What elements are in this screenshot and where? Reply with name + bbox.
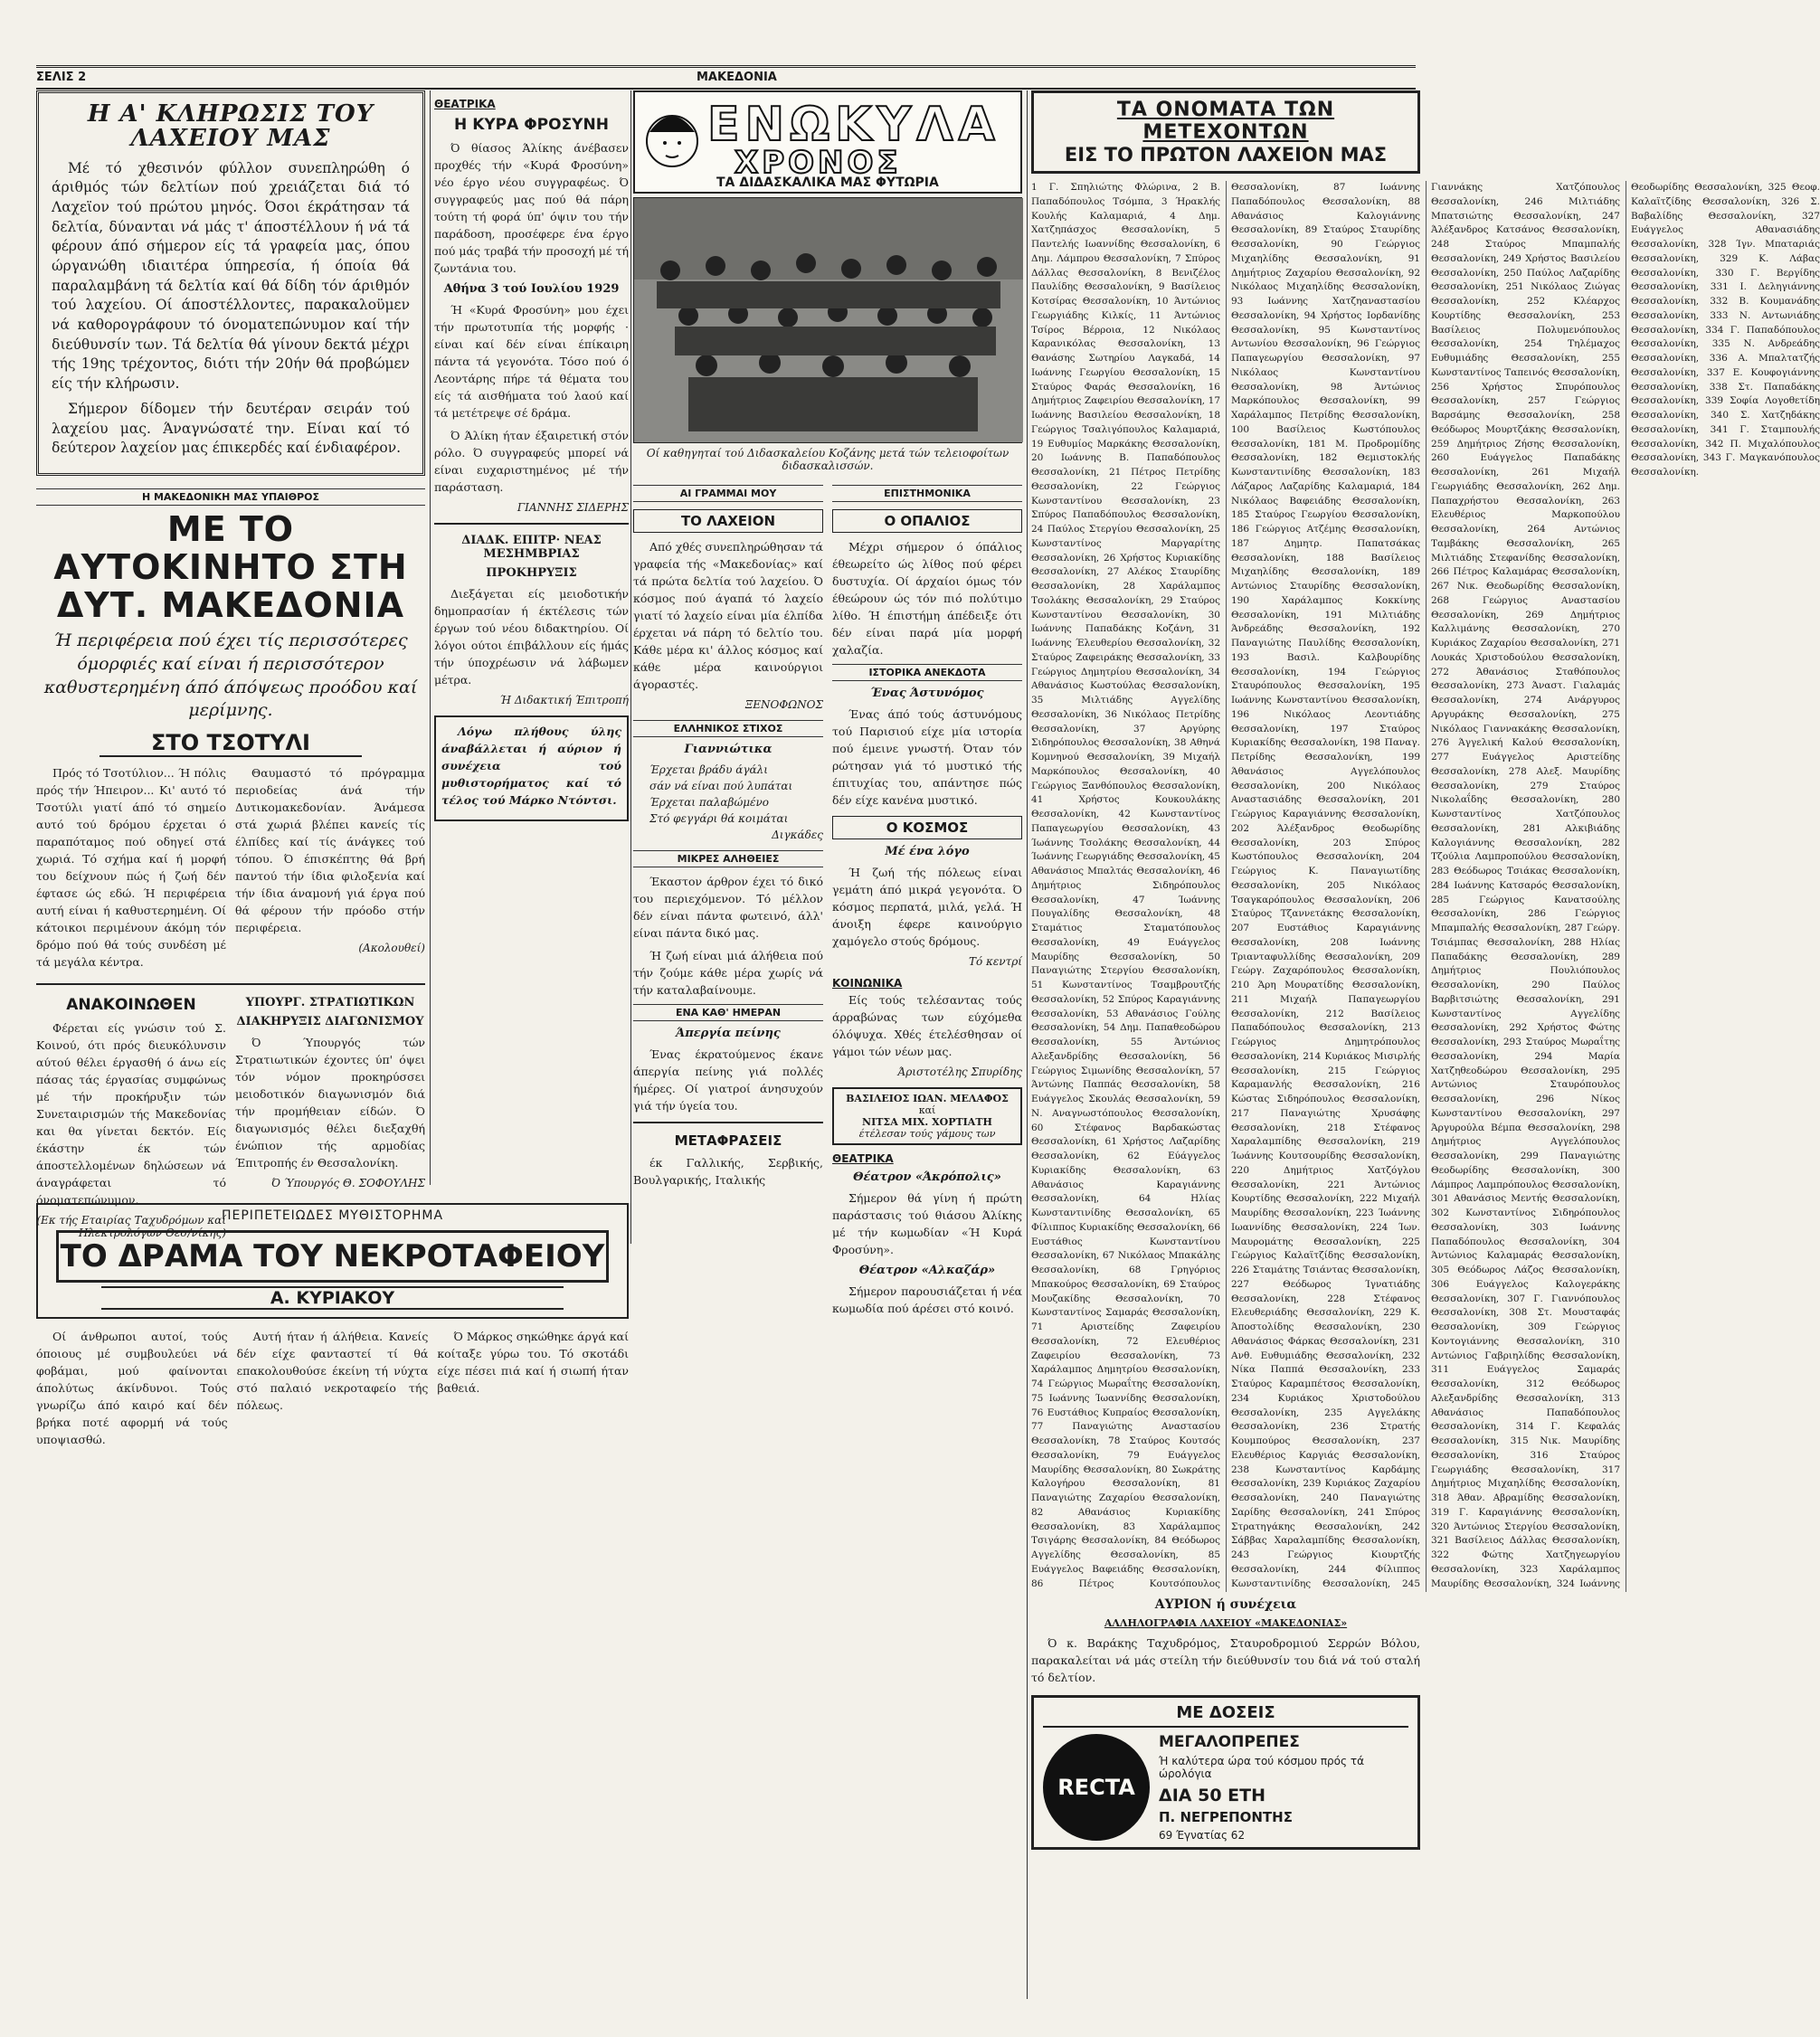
school-signature: Ή Διδακτική Έπιτροπή xyxy=(499,694,629,706)
military-subtitle: ΔΙΑΚΗΡΥΞΙΣ ΔΙΑΓΩΝΙΣΜΟΥ xyxy=(236,1014,424,1028)
teachers-photo xyxy=(633,197,1022,443)
translations-body: έκ Γαλλικής, Σερβικής, Βουλγαρικής, Ιταλικής xyxy=(633,1156,823,1187)
anecdotes-title: Ένας Άστυνόμος xyxy=(870,687,984,700)
ad-seller: Π. ΝΕΓΡΕΠΟΝΤΗΣ xyxy=(1159,1809,1293,1825)
theatre2-title: Θέατρον «Άκρόπολις» xyxy=(853,1170,1001,1184)
lottery-article-title: ΤΟ ΛΑΧΕΙΟΝ xyxy=(633,509,823,533)
ad-address: 69 Έγνατίας 62 xyxy=(1159,1829,1246,1842)
military-body: Ό Ύπουργός τών Στρατιωτικών έχοντες ύπ' όψει τόν νόμον προκηρύσσει μειοδοτικόν διαγωνισμόν διά τήν προμήθειαν είδών. Ό διαγωνισμός θέλει διεξαχθή ένώπιον τής αρμοδίας Έπιτροπής έν Θεσσαλονίκη. xyxy=(235,1035,425,1170)
lottery-paragraph: Μέ τό χθεσινόν φύλλον συνεπληρώθη ό άριθμός τών δελτίων πού χρειάζεται διά τό Λαχεϊον τού πρώτου μηνός. Όσοι έκράτησαν τά δελτία, δύνανται νά μάς τ' άποστέλλουν ή νά τά φέρουν άπό σήμερον είς τά γραφεία μας, όπου ώργανώθη ιδιαιτέρα ύπηρεσία, ή όποία θά παραλαμβάνη τά δελτία καί θά δίδη τόν άριθμόν τού λαχείου. Οί άποστέλλοντες, παρακαλοϋμεν νά καθορογράφουν τό όνοματεπώνυμον καί τήν διεύθυνσίν των. Τά δελτία θά γίνουν δεκτά μέχρι τής 19ης τρέχοντος, διότι τήν 20ήν θά προβώμεν είς τήν κλήρωσιν. xyxy=(52,159,410,393)
anecdotes-body: Ένας άπό τούς άστυνόμους τού Παρισιού είχε μία ιστορία πού έμεινε γνωστή. Όταν τόν ρώτησαν γιά τό μυστικό τής έπιτυχίας του, απάντησε πώς δέν είχε κανένα μυστικό. xyxy=(832,707,1022,807)
tsotyli-section: ΣΤΟ ΤΣΟΤΥΛΙ xyxy=(100,730,362,757)
col3-articles xyxy=(633,479,1022,1322)
serial-label: ΠΕΡΙΠΕΤΕΙΩΔΕΣ ΜΥΘΙΣΤΟΡΗΜΑ xyxy=(221,1208,444,1223)
poem-line: σάν νά είναι πού λυπάται xyxy=(649,780,793,792)
truths-kicker: ΜΙΚΡΕΣ ΑΛΗΘΕΙΕΣ xyxy=(633,850,823,867)
truths-body: Έκαστον άρθρον έχει τό δικό του περιεχόμενον. Τό μέλλον δέν είναι πάντα φωτεινό, άλλ' είναι πάντα δικό μας. xyxy=(633,875,823,940)
military-title: ΥΠΟΥΡΓ. ΣΤΡΑΤΙΩΤΙΚΩΝ xyxy=(245,995,415,1009)
lottery-notice xyxy=(36,90,425,476)
poetry-kicker: ΕΛΛΗΝΙΚΟΣ ΣΤΙΧΟΣ xyxy=(633,720,823,737)
anecdotes-kicker: ΙΣΤΟΡΙΚΑ ΑΝΕΚΔΟΤΑ xyxy=(832,664,1022,681)
school-subtitle: ΠΡΟΚΗΡΥΞΙΣ xyxy=(486,566,577,580)
macedonia-kicker: Η ΜΑΚΕΔΟΝΙΚΗ ΜΑΣ ΥΠΑΙΘΡΟΣ xyxy=(36,488,425,506)
names-title: ΤΑ ΟΝΟΜΑΤΑ ΤΩΝ ΜΕΤΕΧΟΝΤΩΝ xyxy=(1116,99,1335,144)
lottery-paragraph: Σήμερον δίδομεν τήν δευτέραν σειράν τού λαχείου μας. Άναγνώσατέ την. Είναι καί τό δεύτερον λαχείον μας έπικερδές καί ένδιαφέρον. xyxy=(52,400,410,457)
column-3 xyxy=(633,90,1022,1999)
space-notice: Λόγω πλήθους ύλης άναβάλλεται ή αύριον ή συνέχεια τού μυθιστορήματος καί τό τέλος τού Μάρκο Ντόντσι. xyxy=(441,725,621,807)
theatre2-kicker: ΘΕΑΤΡΙΚΑ xyxy=(832,1152,894,1165)
wedding-line: έτέλεσαν τούς γάμους των xyxy=(858,1128,996,1140)
wedding-line: ΝΙΤΣΑ ΜΙΧ. ΧΟΡΤΙΑΤΗ xyxy=(862,1116,992,1128)
world-kicker: Ο ΚΟΣΜΟΣ xyxy=(832,816,1022,839)
lottery-article-kicker: ΑΙ ΓΡΑΜΜΑΙ ΜΟΥ xyxy=(633,485,823,502)
serial-author: Α. ΚΥΡΙΑΚΟΥ xyxy=(101,1286,564,1310)
article-paragraph: Πρός τό Τσοτύλιον... Ή πόλις πρός τήν Ήπειρον... Κι' αυτό τό Τσοτύλι γιατί άπό τό σημείο αυτό τού δρόμου έρχεται ό παραπόταμος πού οδηγεί στά χωριά. Τό σχήμα καί ή μορφή του δείχνουν πώς ή ζωή δέν έφτασε ώς εδώ. Ή περιφέρεια αυτή είναι ή καθυστερημένη. Οί κάτοικοι περιμένουν άκόμη τόν δρόμο πού θά τούς συνδέση μέ τά μεγάλα κέντρα. xyxy=(36,765,226,969)
masthead xyxy=(36,65,1416,90)
wedding-line: ΒΑΣΙΛΕΙΟΣ ΙΩΑΝ. ΜΕΛΑΦΟΣ xyxy=(846,1093,1009,1104)
names-list xyxy=(1031,181,1820,1592)
theatre-dateline: Αθήνα 3 τού Ιουλίου 1929 xyxy=(443,282,620,296)
ad-price: ΔΙΑ 50 ΕΤΗ xyxy=(1159,1786,1265,1805)
poetry-signature: Διγκάδες xyxy=(772,829,823,841)
theatre2-body: Σήμερον παρουσιάζεται ή νέα κωμωδία πού άρέσει στό κοινό. xyxy=(832,1284,1022,1315)
starving-body: Ένας έκρατούμενος έκανε άπεργία πείνης γιά πολλές ήμέρες. Οί γιατροί άνησυχούν γιά τήν ύγεία του. xyxy=(633,1047,823,1113)
ad-line: Ή καλύτερα ώρα τού κόσμου πρός τά ώρολόγια xyxy=(1159,1755,1364,1780)
wedding-notice: ΒΑΣΙΛΕΙΟΣ ΙΩΑΝ. ΜΕΛΑΦΟΣ καί ΝΙΤΣΑ ΜΙΧ. ΧΟΡΤΙΑΤΗ έτέλεσαν τούς γάμους των xyxy=(832,1087,1022,1145)
logo-word-top: ΕΝΩΚΥΛΑ xyxy=(707,98,1000,152)
poem-line: Έρχεται βράδυ άγάλι xyxy=(649,763,768,776)
serial-text: Οί άνθρωποι αυτοί, τούς όποιους μέ συμβουλεύει νά φοβάμαι, μού φαίνονται άπολύτως άκίνδυνοι. Τούς γνωρίζω άπό καιρό καί δέν βρήκα ποτέ αφορμή νά τούς υποψιασθώ. xyxy=(36,1330,228,1446)
article-paragraph: Θαυμαστό τό πρόγραμμα περιοδείας άνά τήν Δυτικομακεδονίαν. Άνάμεσα στά χωριά βλέπει κανείς τίς έλπίδες καί τίς άνάγκες τού τόπου. Ό έπισκέπτης θά βρή παντού τήν ίδια φιλοξενία καί τήν ίδια άναμονή γιά έργα πού θά φέρουν τήν πρόοδο στήν περιφέρεια. xyxy=(235,765,425,934)
serial-novel xyxy=(36,1194,629,1999)
poetry-title: Γιαννιώτικα xyxy=(684,743,773,756)
woman-face-icon xyxy=(640,96,704,186)
announcement-body: Φέρεται είς γνώσιν τού Σ. Κοινού, ότι πρός διευκόλυνσιν αύτού θέλει έργασθή ό άνω είς πάσας τάς έργασίας συμφώνως μέ τήν προκήρυξιν τών Συνεταιρισμών τής Μακεδονίας και θα γίνεται δεκτόν. Είς έκάστην έκ τών άποστελλομένων δηλώσεων νά άναγράφεται τό όνοματεπώνυμον. xyxy=(36,1020,226,1207)
social-body: Είς τούς τελέσαντας τούς άρραβώνας των εύχόμεθα όλόψυχα. Χθές έτελέσθησαν οί γάμοι τών νέων μας. xyxy=(832,993,1022,1058)
serial-text: Αυτή ήταν ή άλήθεια. Κανείς δέν είχε φανταστεί τί θά επακολουθούσε έκείνη τή νύχτα στό παλαιό νεκροταφείο τής πόλεως. xyxy=(236,1330,429,1412)
names-subtitle: ΕΙΣ ΤΟ ΠΡΩΤΟΝ ΛΑΧΕΙΟΝ ΜΑΣ xyxy=(1064,144,1388,166)
science-title: Ο ΟΠΑΛΙΟΣ xyxy=(832,509,1022,533)
correspondence-title: ΑΛΛΗΛΟΓΡΑΦΙΑ ΛΑΧΕΙΟΥ «ΜΑΚΕΔΟΝΙΑΣ» xyxy=(1104,1617,1348,1629)
theatre-paragraph: Ό Άλίκη ήταν έξαιρετική στόν ρόλο. Ό συγγραφεύς μπορεί νά είναι ευχαριστημένος μέ τήν παράσταση. xyxy=(434,429,629,494)
theatre-title: Η ΚΥΡΑ ΦΡΟΣΥΝΗ xyxy=(454,116,609,134)
serial-text: Ό Μάρκος σηκώθηκε άργά καί κοίταξε γύρω του. Τό σκοτάδι είχε πέσει πιά καί ή σιωπή ήταν βαθειά. xyxy=(437,1330,630,1395)
serial-title: ΤΟ ΔΡΑΜΑ ΤΟΥ ΝΕΚΡΟΤΑΦΕΙΟΥ xyxy=(56,1230,609,1283)
announcement-title: ΑΝΑΚΟΙΝΩΘΕΝ xyxy=(66,995,196,1014)
military-signature: Ό Ύπουργός Θ. ΣΟΦΟΥΛΗΣ xyxy=(270,1176,425,1189)
watch-ad xyxy=(1031,1695,1420,1850)
lottery-article-body: Από χθές συνεπληρώθησαν τά γραφεία τής «Μακεδονίας» καί τά πρώτα δελτία τού λαχείου. Ό κόσμος πού άγαπά τό λαχείο γιατί τό λαχείο είναι μία έλπίδα έρχεται νά πάρη τό δελτίο του. Κάθε μέρα κι' άλλος κόσμος καί κάθε μέρα καινούργιοι άγοραστές. xyxy=(633,540,823,691)
truths-body: Ή ζωή είναι μιά άλήθεια πού τήν ζούμε κάθε μέρα χωρίς νά τήν καταλαβαίνουμε. xyxy=(633,949,823,997)
macedonia-subhead: Ή περιφέρεια πού έχει τίς περισσότερες όμορφιές καί είναι ή περισσότερον καθυστερημένη άπό άπόψεως προόδου καί μερίμνης. xyxy=(43,630,418,721)
theatre-paragraph: Ό θίασος Άλίκης άνέβασεν προχθές τήν «Κυρά Φροσύνη» νέο έργο νέου συγγραφέως. Ό συγγραφεύς μας πού θά πάρη τούτη τή φορά ύπ' όψιν του τήν παράδοση, προσέφερε ένα έργο πού μάς τραβά τήν προσοχή μέ τή ζωντάνια του. xyxy=(434,141,629,275)
school-body: Διεξάγεται είς μειοδοτικήν δημοπρασίαν ή έκτέλεσις τών έργων τού νέου διδακτηρίου. Οί λόγοι ούτοι έπιβάλλουν είς ήμάς τήν ύποχρέωσιν νά λάβωμεν μέτρα. xyxy=(434,587,629,687)
article-signature: (Ακολουθεί) xyxy=(358,941,425,954)
photo-caption: Οί καθηγηταί τού Διδασκαλείου Κοζάνης μετά τών τελειοφοίτων διδασκαλισσών. xyxy=(646,447,1010,472)
translations-title: ΜΕΤΑΦΡΑΣΕΙΣ xyxy=(674,1132,782,1149)
lottery-article-signature: ΞΕΝΟΦΩΝΟΣ xyxy=(744,698,823,711)
group-photo-image xyxy=(634,198,1023,442)
poem-line: Έρχεται παλαβώμένο xyxy=(649,796,770,809)
newspaper-name: ΜΑΚΕΔΟΝΙΑ xyxy=(697,71,777,84)
page-number: ΣΕΛΙΣ 2 xyxy=(36,71,87,84)
brand-logo: RECTA xyxy=(1043,1734,1150,1841)
starving-title: Άπεργία πείνης xyxy=(676,1027,781,1040)
column-2 xyxy=(434,90,629,1244)
school-title: ΔΙΑΔΚ. ΕΠΙΤΡ· ΝΕΑΣ ΜΕΣΗΜΒΡΙΑΣ xyxy=(461,534,602,561)
starving-kicker: ΕΝΑ ΚΑΘ' ΗΜΕΡΑΝ xyxy=(633,1004,823,1021)
world-signature: Τό κεντρί xyxy=(968,955,1022,968)
lottery-title: Η Α' ΚΛΗΡΩΣΙΣ ΤΟΥ ΛΑΧΕΙΟΥ ΜΑΣ xyxy=(87,100,374,153)
poem-line: Στό φεγγάρι θά κοιμάται xyxy=(649,812,789,825)
poem xyxy=(633,762,823,827)
teachers-logo xyxy=(633,90,1022,194)
correspondence-body: Ό κ. Βαράκης Ταχυδρόμος, Σταυροδρομιού Σερρών Βόλου, παρακαλείται νά μάς στείλη τήν διεύθυνσίν του διά νά τού σταλή τό δελτίον. xyxy=(1031,1636,1420,1684)
names-header xyxy=(1031,90,1420,174)
science-body: Μέχρι σήμερον ό όπάλιος έθεωρείτο ώς λίθος πού φέρει δυστυχία. Οί άρχαίοι όμως τόν έθεώρουν ώς τόν πιό πολύτιμο λίθο. Ή έπιστήμη άπέδειξε ότι δέν είναι παρά μία μορφή χαλαζία. xyxy=(832,540,1022,657)
macedonia-body xyxy=(36,764,425,976)
ad-title: ΜΕΓΑΛΟΠΡΕΠΕΣ xyxy=(1159,1733,1300,1751)
logo-word-bottom: ΧΡΟΝΟΣ xyxy=(735,145,902,181)
teachers-subtitle: ΤΑ ΔΙΔΑΣΚΑΛΙΚΑ ΜΑΣ ΦΥΤΩΡΙΑ xyxy=(716,175,939,190)
theatre-paragraph: Ή «Κυρά Φροσύνη» μου έχει τήν πρωτοτυπία τής μορφής · είναι καί δέν είναι έπίκαιρη πάντα τά γεγονότα. Τόσο πού ό Λεοντάρης πήρε τά θέματα του είς τά αισθήματα τού λαού καί τά μετέτρεψε σέ δράμα. xyxy=(434,303,629,420)
ad-headline: ΜΕ ΔΟΣΕΙΣ xyxy=(1043,1703,1408,1728)
names-footer: ΑΥΡΙΟΝ ή συνέχεια xyxy=(1154,1597,1297,1612)
column-4 xyxy=(1031,90,1820,1999)
social-signature: Άριστοτέλης Σπυρίδης xyxy=(897,1066,1022,1078)
theatre-signature: ΓΙΑΝΝΗΣ ΣΙΔΕΡΗΣ xyxy=(517,501,629,514)
names-text: 1 Γ. Σπηλιώτης Φλώρινα, 2 Β. Παπαδόπουλος Τσόμπα, 3 Ήρακλής Κουλής Καλαμαριά, 4 Δημ. Χατζηπάσχος Θεσσαλονίκη, 5 Παντελής Ιωαννίδης Θεσσαλονίκη, 6 Δημ. Λάμπρου Θεσσαλονίκη, 7 Σπύρος Δάλλας Θεσσαλονίκη, 8 Βενιζέλος Παυλίδης Θεσσαλονίκη, 9 Βασίλειος Κοτσίρας Θεσσαλονίκη, 10 Άντώνιος Γεωργιάδης Κιλκίς, 11 Άντώνιος Τσίρος Βέρροια, 12 Νικόλαος Καρανικόλας Θεσσαλονίκη, 13 Θανάσης Σωτηρίου Λαγκαδά, 14 Ιωάννης Γεωργίου Θεσσαλονίκη, 15 Σταύρος Φαράς Θεσσαλονίκη, 16 Δημήτριος Ζαφειρίου Θεσσαλονίκη, 17 Ιωάννης Βασιλείου Θεσσαλονίκη, 18 Γεώργιος Τσαλιγόπουλος Καλαμαριά, 19 Ευθυμίος Μαρκάκης Θεσσαλονίκη, 20 Ιωάννης Β. Παπαδόπουλος Θεσσαλονίκη, 21 Πέτρος Πετρίδης Θεσσαλονίκη, 22 Γεώργιος Κωνσταντίνου Θεσσαλονίκη, 23 Σπύρος Παπαδόπουλος Θεσσαλονίκη, 24 Παύλος Στεργίου Θεσσαλονίκη, 25 Κωνσταντίνος Μαργαρίτης Θεσσαλονίκη, 26 Χρήστος Κυριακίδης Θεσσαλονίκη, 27 Αλέκος Σταυρίδης Θεσσαλονίκη, 28 Χαράλαμπος Τσολάκης Θεσσαλονίκη, 29 Σταύρος Κωνσταντίνου Θεσσαλονίκη, 30 Ιωάννης Παπαδάκης Κοζάνη, 31 Ιωάννης Έλευθερίου Θεσσαλονίκη, 32 Σταύρος Ζαφειράκης Θεσσαλονίκη, 33 Γεώργιος Δημητρίου Θεσσαλονίκη, 34 Αθανάσιος Κωστούλας Θεσσαλονίκη, 35 Μιλτιάδης Αγγελίδης Θεσσαλονίκη, 36 Νικόλαος Πετρίδης Θεσσαλονίκη, 37 Αργύρης Σιδηρόπουλος Θεσσαλονίκη, 38 Αθηνά Κομνηνού Θεσσαλονίκη, 39 Μιχαήλ Μαρκόπουλος Θεσσαλονίκη, 40 Γεώργιος Ξανθόπουλος Θεσσαλονίκη, 41 Χρήστος Κουκουλάκης Θεσσαλονίκη, 42 Κωνσταντίνος Παπαγεωργίου Θεσσαλονίκη, 43 Ίωάννης Τσολάκης Θεσσαλονίκη, 44 Ίωάννης Γεωργιάδης Θεσσαλονίκη, 45 Αθανάσιος Μπαλτάς Θεσσαλονίκη, 46 Δημήτριος Σιδηρόπουλος Θεσσαλονίκη, 47 Ίωάννης Πουγαλίδης Θεσσαλονίκη, 48 Σταμάτιος Σταματόπουλος Θεσσαλονίκη, 49 Ευάγγελος Μαυρίδης Θεσσαλονίκη, 50 Παναγιώτης Στεργίου Θεσσαλονίκη, 51 Κωνσταντίνος Τσαμβρουτζής Θεσσαλονίκη, 52 Σπύρος Καραγιάννης Θεσσαλονίκη, 53 Αθανάσιος Γούλης Θεσσαλονίκη, 54 Δημ. Παπαθεοδώρου Θεσσαλονίκη, 55 Άντώνιος Αλεξανδρίδης Θεσσαλονίκη, 56 Γεώργιος Σιμωνίδης Θεσσαλονίκη, 57 Άντώνης Παππάς Θεσσαλονίκη, 58 Ευάγγελος Σκουλάς Θεσσαλονίκη, 59 Ν. Αναγνωστόπουλος Θεσσαλονίκη, 60 Στέφανος Βαρδακώστας Θεσσαλονίκη, 61 Χρήστος Λαζαρίδης Θεσσαλονίκη, 62 Εύάγγελος Κυριακίδης Θεσσαλονίκη, 63 Αθανάσιος Καραγιάννης Θεσσαλονίκη, 64 Ηλίας Κωνσταντινίδης Θεσσαλονίκη, 65 Φίλιππος Κυριακίδης Θεσσαλονίκη, 66 Ευστάθιος Κωνσταντίνου Θεσσαλονίκη, 67 Νικόλαος Μπακάλης Θεσσαλονίκη, 68 Γρηγόριος Μπακούρος Θεσσαλονίκη, 69 Σταύρος Μουζακίδης Θεσσαλονίκη, 70 Κωνσταντίνος Σαμαράς Θεσσαλονίκη, 71 Αριστείδης Ζαφειρίου Θεσσαλονίκη, 72 Ελευθέριος Ζαφειρίου Θεσσαλονίκη, 73 Χαράλαμπος Δημητρίου Θεσσαλονίκη, 74 Γεώργιος Μωραΐτης Θεσσαλονίκη, 75 Ιωάννης Ίωαννίδης Θεσσαλονίκη, 76 Ευστάθιος Κυπραίος Θεσσαλονίκη, 77 Παναγιώτης Αναστασίου Θεσσαλονίκη, 78 Σταύρος Κουτσός Θεσσαλονίκη, 79 Ευάγγελος Μαυρίδης Θεσσαλονίκη, 80 Σωκράτης Καλογήρου Θεσσαλονίκη, 81 Παναγιώτης Ζαχαρίου Θεσσαλονίκη, 82 Αθανάσιος Κυριακίδης Θεσσαλονίκη, 83 Χαράλαμπος Τσιγάρης Θεσσαλονίκη, 84 Θεόδωρος Αγγελίδης Θεσσαλονίκη, 85 Ευάγγελος Βαφειάδης Θεσσαλονίκη, 86 Πέτρος Κουτσόπουλος Θεσσαλονίκη, 87 Ιωάννης Παπαδόπουλος Θεσσαλονίκη, 88 Αθανάσιος Καλογιάννης Θεσσαλονίκη, 89 Σταύρος Σταυρίδης Θεσσαλονίκη, 90 Γεώργιος Μιχαηλίδης Θεσσαλονίκη, 91 Δημήτριος Ζαχαρίου Θεσσαλονίκη, 92 Νικόλαος Μιχαηλίδης Θεσσαλονίκη, 93 Ιωάννης Χατζηαναστασίου Θεσσαλονίκη, 94 Χρήστος Ιορδανίδης Θεσσαλονίκη, 95 Κωνσταντίνος Αντωνίου Θεσσαλονίκη, 96 Γεώργιος Παπαγεωργίου Θεσσαλονίκη, 97 Νικόλαος Κωνσταντίνου Θεσσαλονίκη, 98 Άντώνιος Μαρκόπουλος Θεσσαλονίκη, 99 Χαράλαμπος Πετρίδης Θεσσαλονίκη, 100 Βασίλειος Κωστόπουλος Θεσσαλονίκη, 181 Μ. Προδρομίδης Θεσσαλονίκη, 182 Θεμιστοκλής Κωνσταντινίδης Θεσσαλονίκη, 183 Λάζαρος Λαζαρίδης Καλαμαριά, 184 Νικόλαος Βαφειάδης Θεσσαλονίκη, 185 Σταύρος Γεωργίου Θεσσαλονίκη, 186 Γεώργιος Ατζέμης Θεσσαλονίκη, 187 Δημητρ. Παπατσάκας Θεσσαλονίκη, 188 Βασίλειος Μιχαηλίδης Θεσσαλονίκη, 189 Αντώνιος Σταυρίδης Θεσσαλονίκη, 190 Χαράλαμπος Κοκκίνης Θεσσαλονίκη, 191 Μιλτιάδης Άνδρεάδης Θεσσαλονίκη, 192 Παναγιώτης Παυλίδης Θεσσαλονίκη, 193 Βασιλ. Καλβουρίδης Θεσσαλονίκη, 194 Γεώργιος Σταυρόπουλος Θεσσαλονίκη, 195 Ιωάννης Κωνσταντίνου Θεσσαλονίκη, 196 Νικόλαος Λεοντιάδης Θεσσαλονίκη, 197 Σταύρος Κυριακίδης Θεσσαλονίκη, 198 Παναγ. Πετρίδης Θεσσαλονίκη, 199 Άθανάσιος Αγγελόπουλος Θεσσαλονίκη, 200 Νικόλαος Αναστασιάδης Θεσσαλονίκη, 201 Γεώργιος Καραγιάννης Θεσσαλονίκη, 202 Άλέξανδρος Θεοδωρίδης Θεσσαλονίκη, 203 Σπύρος Κωστόπουλος Θεσσαλονίκη, 204 Γεώργιος Κ. Παναγιωτίδης Θεσσαλονίκη, 205 Νικόλαος Τσαγκαρόπουλος Θεσσαλονίκη, 206 Σταύρος Τζαννετάκης Θεσσαλονίκη, 207 Ευστάθιος Καραγιάννης Θεσσαλονίκη, 208 Ιωάννης Τριανταφυλλίδης Θεσσαλονίκη, 209 Γεώργ. Ζαχαρόπουλος Θεσσαλονίκη, 210 Άρη Μουρατίδης Θεσσαλονίκη, 211 Μιχαήλ Παπαγεωργίου Θεσσαλονίκη, 212 Βασίλειος Παπαδόπουλος Θεσσαλονίκη, 213 Γεώργιος Δημητρόπουλος Θεσσαλονίκη, 214 Κυριάκος Μισιρλής Θεσσαλονίκη, 215 Γεώργιος Καραμανλής Θεσσαλονίκη, 216 Κώστας Σιδηρόπουλος Θεσσαλονίκη, 217 Παναγιώτης Χρυσάφης Θεσσαλονίκη, 218 Στέφανος Χαραλαμπίδης Θεσσαλονίκη, 219 Ίωάννης Κουτσουρίδης Θεσσαλονίκη, 220 Δημήτριος Χατζόγλου Θεσσαλονίκη, 221 Άντώνιος Κουρτίδης Θεσσαλονίκη, 222 Μιχαήλ Μαυρίδης Θεσσαλονίκη, 223 Ίωάννης Ιωαννίδης Θεσσαλονίκη, 224 Ίων. Μαυρομάτης Θεσσαλονίκη, 225 Γεώργιος Καλαϊτζίδης Θεσσαλονίκη, 226 Σταμάτης Τσιάντας Θεσσαλονίκη, 227 Θεόδωρος Ίγνατιάδης Θεσσαλονίκη, 228 Στέφανος Ελευθεριάδης Θεσσαλονίκη, 229 Κ. Άποστολίδης Θεσσαλονίκη, 230 Αθανάσιος Φάρκας Θεσσαλονίκη, 231 Ανθ. Ευθυμιάδης Θεσσαλονίκη, 232 Νίκα Παππά Θεσσαλονίκη, 233 Σταύρος Καραμπέτσος Θεσσαλονίκη, 234 Κυριάκος Χριστοδούλου Θεσσαλονίκη, 235 Αγγελάκης Θεσσαλονίκη, 236 Στρατής Κουμπούρος Θεσσαλονίκη, 237 Ελευθέριος Καργιάς Θεσσαλονίκη, 238 Κωνσταντίνος Καρδάμης Θεσσαλονίκη, 239 Κυριάκος Ζαχαρίου Θεσσαλονίκη, 240 Παναγιώτης Σαρίδης Θεσσαλονίκη, 241 Σπύρος Στρατηγάκης Θεσσαλονίκη, 242 Σάββας Χαραλαμπίδης Θεσσαλονίκη, 243 Γεώργιος Κιουρτζής Θεσσαλονίκη, 244 Φίλιππος Κωνσταντινίδης Θεσσαλονίκη, 245 Γιαννάκης Χατζόπουλος Θεσσαλονίκη, 246 Μιλτιάδης Μπατσιώτης Θεσσαλονίκη, 247 Άλέξανδρος Κατσάνος Θεσσαλονίκη, 248 Σταύρος Μπαμπαλής Θεσσαλονίκη, 249 Χρήστος Βασιλείου Θεσσαλονίκη, 250 Παύλος Λαζαρίδης Θεσσαλονίκη, 251 Νικόλαος Ζιώγας Θεσσαλονίκη, 252 Κλέαρχος Κουρτίδης Θεσσαλονίκη, 253 Βασίλειος Πολυμενόπουλος Θεσσαλονίκη, 254 Τηλέμαχος Ευθυμιάδης Θεσσαλονίκη, 255 Κωνσταντίνος Ταπεινός Θεσσαλονίκη, 256 Χρήστος Σπυρόπουλος Θεσσαλονίκη, 257 Γεώργιος Βαρσάμης Θεσσαλονίκη, 258 Θεόδωρος Μουρτζάκης Θεσσαλονίκη, 259 Δημήτριος Ζήσης Θεσσαλονίκη, 260 Ευάγγελος Παπαδάκης Θεσσαλονίκη, 261 Μιχαήλ Γεωργιάδης Θεσσαλονίκη, 262 Δημ. Παπαχρήστου Θεσσαλονίκη, 263 Ελευθέριος Μαρκοπούλου Θεσσαλονίκη, 264 Αντώνιος Ταμβάκης Θεσσαλονίκη, 265 Μιλτιάδης Στεφανίδης Θεσσαλονίκη, 266 Πέτρος Καλαμάρας Θεσσαλονίκη, 267 Νικ. Θεοδωρίδης Θεσσαλονίκη, 268 Γεώργιος Αναστασίου Θεσσαλονίκη, 269 Δημήτριος Καλλιμάνης Θεσσαλονίκη, 270 Κυριάκος Ζαχαρίου Θεσσαλονίκη, 271 Λουκάς Χριστοδούλου Θεσσαλονίκη, 272 Άθανάσιος Σταθόπουλος Θεσσαλονίκη, 273 Άναστ. Γιαλαμάς Θεσσαλονίκη, 274 Ανάργυρος Αργυράκης Θεσσαλονίκη, 275 Νικόλαος Γιαννακάκης Θεσσαλονίκη, 276 Άγγελική Καλού Θεσσαλονίκη, 277 Ευάγγελος Αριστείδης Θεσσαλονίκη, 278 Αλεξ. Μαυρίδης Θεσσαλονίκη, 279 Σταύρος Νικολαΐδης Θεσσαλονίκη, 280 Κωνσταντίνος Χατζόπουλος Θεσσαλονίκη, 281 Αλκιβιάδης Καλογιάννης Θεσσαλονίκη, 282 Τζούλια Λαμπροπούλου Θεσσαλονίκη, 283 Θεόδωρος Τσιάκας Θεσσαλονίκη, 284 Ιωάννης Κατσαρός Θεσσαλονίκη, 285 Γεώργιος Κανατσούλης Θεσσαλονίκη, 286 Γεώργιος Μπαμπαλής Θεσσαλονίκη, 287 Γεώργ. Τσιάμπας Θεσσαλονίκη, 288 Ηλίας Παπαδάκης Θεσσαλονίκη, 289 Δημήτριος Πουλιόπουλος Θεσσαλονίκη, 290 Παύλος Βαρβιτσιώτης Θεσσαλονίκη, 291 Κωνσταντίνος Αγγελίδης Θεσσαλονίκη, 292 Χρήστος Φώτης Θεσσαλονίκη, 293 Σταύρος Μωραΐτης Θεσσαλονίκη, 294 Μαρία Χατζηθεοδώρου Θεσσαλονίκη, 295 Αντώνιος Σταυρόπουλος Θεσσαλονίκη, 296 Νίκος Κωνσταντίνου Θεσσαλονίκη, 297 Άργυρούλα Βέμπα Θεσσαλονίκη, 298 Δημήτριος Αγγελόπουλος Θεσσαλονίκη, 299 Παναγιώτης Θεοδωρίδης Θεσσαλονίκη, 300 Λάμπρος Λαμπρόπουλος Θεσσαλονίκη, 301 Αθανάσιος Μεντής Θεσσαλονίκη, 302 Κωνσταντίνος Σιδηρόπουλος Θεσσαλονίκη, 303 Ιωάννης Παπαδόπουλος Θεσσαλονίκη, 304 Άντώνιος Καλαμαράς Θεσσαλονίκη, 305 Θεόδωρος Λάζος Θεσσαλονίκη, 306 Ευάγγελος Καλογεράκης Θεσσαλονίκη, 307 Γ. Γιαννόπουλος Θεσσαλονίκη, 308 Στ. Μουσταφάς Θεσσαλονίκη, 309 Γεώργιος Κοντογιάννης Θεσσαλονίκη, 310 Αντώνιος Γαβριηλίδης Θεσσαλονίκη, 311 Ευάγγελος Σαμαράς Θεσσαλονίκη, 312 Θεόδωρος Αλεξανδρίδης Θεσσαλονίκη, 313 Αθανάσιος Παπαδόπουλος Θεσσαλονίκη, 314 Γ. Κεφαλάς Θεσσαλονίκη, 315 Νικ. Μαυρίδης Θεσσαλονίκη, 316 Σταύρος Γεωργιάδης Θεσσαλονίκη, 317 Δημήτριος Μιχαηλίδης Θεσσαλονίκη, 318 Άθαν. Αβραμίδης Θεσσαλονίκη, 319 Γ. Καραγιάννης Θεσσαλονίκη, 320 Άντώνιος Στεργίου Θεσσαλονίκη, 321 Βασίλειος Δάλλας Θεσσαλονίκη, 322 Φώτης Χατζηγεωργίου Θεσσαλονίκη, 323 Χαράλαμπος Μαυρίδης Θεσσαλονίκη, 324 Ιωάννης Θεοδωρίδης Θεσσαλονίκη, 325 Θεοφ. Καλαϊτζίδης Θεσσαλονίκη, 326 Σ. Βαβαλίδης Θεσσαλονίκη, 327 Ευάγγελος Αθανασιάδης Θεσσαλονίκη, 328 Ίγν. Μπαταριάς Θεσσαλονίκη, 329 Κ. Λάβας Θεσσαλονίκη, 330 Γ. Βεργίδης Θεσσαλονίκη, 331 Ι. Δεληγιάννης Θεσσαλονίκη, 332 Β. Κουμανάδης Θεσσαλονίκη, 333 Ν. Αντωνιάδης Θεσσαλονίκη, 334 Γ. Παπαδόπουλος Θεσσαλονίκη, 335 Ν. Ανδρεάδης Θεσσαλονίκη, 336 Α. Μπαλτατζής Θεσσαλονίκη, 337 Ε. Κουφογιάννης Θεσσαλονίκη, 338 Στ. Παπαδάκης Θεσσαλονίκη, 339 Σοφία Λογοθετίδη Θεσσαλονίκη, 340 Σ. Χατζηδάκης Θεσσαλονίκη, 341 Γ. Σταμπουλής Θεσσαλονίκη, 342 Π. Μιχαλόπουλος Θεσσαλονίκη, 343 Γ. Μαγκανόπουλος Θεσσαλονίκη. xyxy=(1031,182,1820,1589)
theatre2-title: Θέατρον «Αλκαζάρ» xyxy=(858,1264,996,1277)
macedonia-headline: ΜΕ ΤΟ ΑΥΤΟΚΙΝΗΤΟ ΣΤΗ ΔΥΤ. ΜΑΚΕΔΟΝΙΑ xyxy=(53,508,408,625)
science-kicker: ΕΠΙΣΤΗΜΟΝΙΚΑ xyxy=(832,485,1022,502)
announcement-signature: (Εκ τής Εταιρίας Ταχυδρόμων καί Ηλεκτρολόγων Θεσ/νίκης) xyxy=(36,1213,226,1239)
social-kicker: ΚΟΙΝΩΝΙΚΑ xyxy=(832,977,903,990)
theatre-kicker: ΘΕΑΤΡΙΚΑ xyxy=(434,98,496,110)
world-body: Ή ζωή τής πόλεως είναι γεμάτη άπό μικρά γεγονότα. Ό κόσμος περπατά, μιλά, γελά. Ή άνοιξη έφερε καινούργιο χαμόγελο στούς δρόμους. xyxy=(832,866,1022,948)
world-title: Μέ ένα λόγο xyxy=(885,845,970,858)
theatre2-body: Σήμερον θά γίνη ή πρώτη παράστασις τού θιάσου Άλίκης μέ τήν κωμωδίαν «Ή Κυρά Φροσύνη». xyxy=(832,1191,1022,1256)
